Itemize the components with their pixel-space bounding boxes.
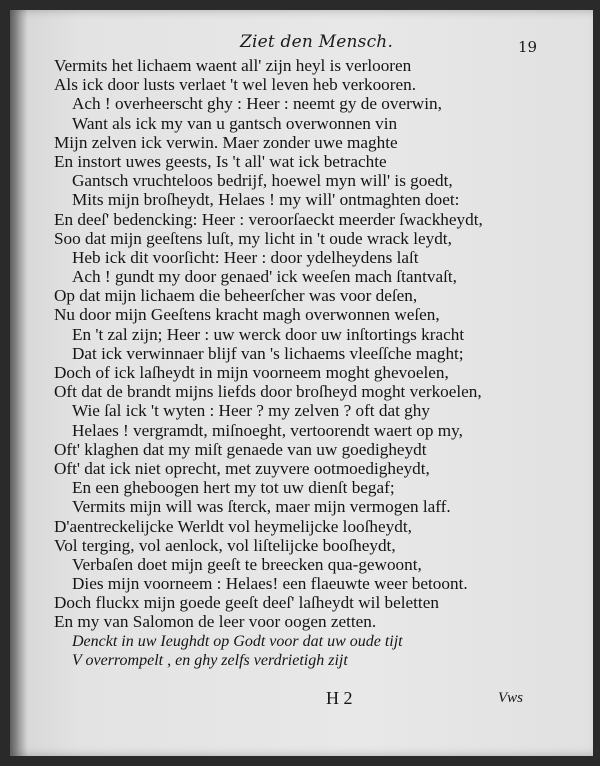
poem-line: Als ick door lusts verlaet 't wel leven heb verkooren. bbox=[54, 75, 417, 95]
poem-line: Oft' klaghen dat my miſt genaede van uw goedigheydt bbox=[54, 439, 427, 459]
running-title: Ziet den Mensch. bbox=[240, 32, 394, 52]
poem-line: Vol terging, vol aenlock, vol liſtelijcke booſheydt, bbox=[54, 535, 396, 555]
poem-line: Want als ick my van u gantsch overwonnen vin bbox=[72, 113, 398, 133]
poem-line: En een gheboogen hert my tot uw dienſt begaf; bbox=[72, 478, 395, 498]
poem-lines bbox=[54, 56, 584, 632]
closing-line: Denckt in uw Ieughdt op Godt voor dat uw oude tijt bbox=[72, 632, 403, 650]
poem-line: D'aentreckelijcke Werldt vol heymelijcke looſheydt, bbox=[54, 516, 412, 536]
poem-line: En deeſ' bedencking: Heer : veroorſaeckt meerder ſwackheydt, bbox=[54, 209, 483, 229]
poem-line: Ach ! gundt my door genaed' ick weeſen mach ſtantvaſt, bbox=[72, 267, 457, 287]
poem-line: Vermits mijn will was ſterck, maer mijn vermogen laff. bbox=[72, 497, 451, 517]
poem-line: Dat ick verwinnaer blijf van 's lichaems vleeſſche maght; bbox=[72, 343, 464, 363]
poem-text-block bbox=[54, 56, 584, 670]
page-number: 19 bbox=[518, 38, 538, 56]
poem-line: Op dat mijn lichaem die beheerſcher was voor deſen, bbox=[54, 286, 418, 306]
poem-line: En my van Salomon de leer voor oogen zetten. bbox=[54, 612, 377, 632]
poem-line: Gantsch vruchteloos bedrijf, hoewel myn will' is goedt, bbox=[72, 171, 453, 191]
closing-line: V overrompelt , en ghy zelfs verdrietigh zijt bbox=[72, 651, 348, 669]
poem-line: Ach ! overheerscht ghy : Heer : neemt gy de overwin, bbox=[72, 94, 442, 114]
poem-line: Doch of ick laſheydt in mijn voorneem moght ghevoelen, bbox=[54, 363, 449, 382]
poem-line: Oft dat de brandt mijns liefds door broſheyd moght verkoelen, bbox=[54, 382, 482, 402]
poem-line: Nu door mijn Geeſtens kracht magh overwonnen weſen, bbox=[54, 305, 440, 325]
catchword: Vws bbox=[498, 690, 524, 706]
poem-line: En instort uwes geests, Is 't all' wat ick betrachte bbox=[54, 151, 387, 171]
poem-line: Helaes ! vergramdt, miſnoeght, vertoorendt waert op my, bbox=[72, 420, 463, 440]
poem-line: Oft' dat ick niet oprecht, met zuyvere ootmoedigheydt, bbox=[54, 458, 430, 478]
signature-mark: H 2 bbox=[326, 688, 353, 708]
poem-line: Wie ſal ick 't wyten : Heer ? my zelven ? oft dat ghy bbox=[72, 401, 430, 421]
poem-line: Mijn zelven ick verwin. Maer zonder uwe maghte bbox=[54, 132, 398, 152]
poem-line: En 't zal zijn; Heer : uw werck door uw inſtortings kracht bbox=[72, 324, 465, 344]
poem-line: Soo dat mijn geeſtens luſt, my licht in 't oude wrack leydt, bbox=[54, 228, 452, 248]
book-page bbox=[10, 10, 593, 756]
poem-line: Dies mijn voorneem : Helaes! een flaeuwte weer betoont. bbox=[72, 574, 468, 594]
gutter-shadow bbox=[10, 10, 28, 756]
poem-line: Verbaſen doet mijn geeſt te breecken qua-gewoont, bbox=[72, 554, 422, 574]
poem-line: Mits mijn broſheydt, Helaes ! my will' ontmaghten doet: bbox=[72, 190, 460, 210]
poem-line: Vermits het lichaem waent all' zijn heyl is verlooren bbox=[54, 56, 412, 75]
poem-line: Heb ick dit voorſicht: Heer : door ydelheydens laſt bbox=[72, 247, 419, 267]
poem-line: Doch fluckx mijn goede geeſt deeſ' laſheydt wil beletten bbox=[54, 593, 439, 613]
